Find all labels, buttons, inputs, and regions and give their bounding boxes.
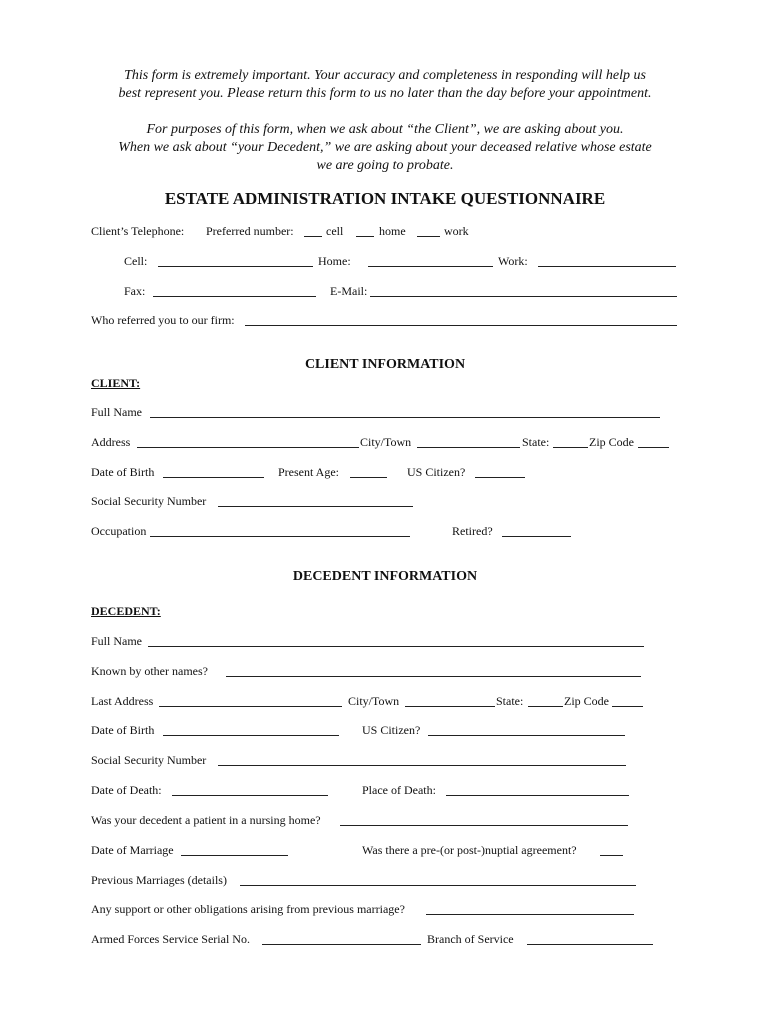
- intro-paragraph-2: [60, 121, 710, 175]
- client-full-name-label: Full Name: [91, 405, 142, 419]
- decedent-nursing-label: Was your decedent a patient in a nursing home?: [91, 813, 321, 827]
- client-age-field[interactable]: [350, 477, 387, 478]
- decedent-full-name-field[interactable]: [148, 646, 644, 647]
- decedent-other-names-label: Known by other names?: [91, 664, 208, 678]
- client-retired-label: Retired?: [452, 524, 493, 538]
- decedent-last-address-label: Last Address: [91, 694, 154, 708]
- preferred-number-label: Preferred number:: [206, 224, 294, 238]
- telephone-label: Client’s Telephone:: [91, 224, 185, 238]
- preferred-work-blank[interactable]: [417, 236, 440, 237]
- preferred-cell-label: cell: [326, 224, 344, 238]
- home-label: Home:: [318, 254, 351, 268]
- decedent-citizen-field[interactable]: [428, 735, 625, 736]
- decedent-zip-label: Zip Code: [564, 694, 609, 708]
- decedent-nuptial-field[interactable]: [600, 855, 623, 856]
- client-city-label: City/Town: [360, 435, 412, 449]
- intro-line: For purposes of this form, when we ask about “the Client”, we are asking about you.: [146, 122, 624, 137]
- client-state-label: State:: [522, 435, 550, 449]
- client-dob-label: Date of Birth: [91, 465, 155, 479]
- decedent-nursing-field[interactable]: [340, 825, 628, 826]
- preferred-home-label: home: [379, 224, 406, 238]
- decedent-branch-field[interactable]: [527, 944, 653, 945]
- decedent-state-field[interactable]: [528, 706, 563, 707]
- fax-label: Fax:: [124, 284, 146, 298]
- decedent-city-label: City/Town: [348, 694, 400, 708]
- decedent-pod-field[interactable]: [446, 795, 629, 796]
- page-title: ESTATE ADMINISTRATION INTAKE QUESTIONNAIRE: [164, 189, 606, 208]
- decedent-nuptial-label: Was there a pre-(or post-)nuptial agreement?: [362, 843, 577, 857]
- intro-paragraph-1: [60, 67, 710, 103]
- decedent-info-heading: DECEDENT INFORMATION: [292, 569, 478, 584]
- decedent-marriage-date-label: Date of Marriage: [91, 843, 174, 857]
- client-subheading: CLIENT:: [91, 376, 141, 390]
- decedent-citizen-label: US Citizen?: [362, 723, 421, 737]
- referred-field[interactable]: [245, 325, 677, 326]
- referred-label: Who referred you to our firm:: [91, 313, 235, 327]
- client-citizen-label: US Citizen?: [407, 465, 466, 479]
- intro-line: best represent you. Please return this form to us no later than the day before your appointment.: [118, 86, 652, 101]
- decedent-armed-serial-label: Armed Forces Service Serial No.: [91, 932, 250, 946]
- decedent-marriage-date-field[interactable]: [181, 855, 288, 856]
- preferred-cell-blank[interactable]: [304, 236, 322, 237]
- decedent-ssn-field[interactable]: [218, 765, 626, 766]
- intro-line: This form is extremely important. Your accuracy and completeness in responding will help us: [124, 68, 646, 83]
- decedent-dod-field[interactable]: [172, 795, 328, 796]
- decedent-state-label: State:: [496, 694, 524, 708]
- decedent-dob-field[interactable]: [163, 735, 339, 736]
- fax-field[interactable]: [153, 296, 316, 297]
- client-state-field[interactable]: [553, 447, 588, 448]
- decedent-support-field[interactable]: [426, 914, 634, 915]
- client-retired-field[interactable]: [502, 536, 571, 537]
- intro-line: we are going to probate.: [316, 158, 454, 173]
- decedent-branch-label: Branch of Service: [427, 932, 514, 946]
- decedent-zip-field[interactable]: [612, 706, 643, 707]
- client-ssn-label: Social Security Number: [91, 494, 207, 508]
- decedent-prev-marriages-label: Previous Marriages (details): [91, 873, 227, 887]
- preferred-work-label: work: [444, 224, 469, 238]
- client-dob-field[interactable]: [163, 477, 264, 478]
- decedent-dob-label: Date of Birth: [91, 723, 155, 737]
- client-city-field[interactable]: [417, 447, 520, 448]
- client-occupation-field[interactable]: [150, 536, 410, 537]
- client-occupation-label: Occupation: [91, 524, 147, 538]
- decedent-prev-marriages-field[interactable]: [240, 885, 636, 886]
- client-zip-label: Zip Code: [589, 435, 634, 449]
- decedent-armed-serial-field[interactable]: [262, 944, 421, 945]
- decedent-subheading: DECEDENT:: [91, 604, 161, 618]
- decedent-last-address-field[interactable]: [159, 706, 342, 707]
- client-age-label: Present Age:: [278, 465, 339, 479]
- email-field[interactable]: [370, 296, 677, 297]
- client-zip-field[interactable]: [638, 447, 669, 448]
- client-info-heading: CLIENT INFORMATION: [304, 357, 466, 372]
- cell-label: Cell:: [124, 254, 148, 268]
- work-label: Work:: [498, 254, 528, 268]
- email-label: E-Mail:: [330, 284, 368, 298]
- client-address-label: Address: [91, 435, 131, 449]
- decedent-ssn-label: Social Security Number: [91, 753, 207, 767]
- decedent-support-label: Any support or other obligations arising from previous marriage?: [91, 902, 405, 916]
- decedent-pod-label: Place of Death:: [362, 783, 436, 797]
- client-address-field[interactable]: [137, 447, 359, 448]
- decedent-full-name-label: Full Name: [91, 634, 142, 648]
- decedent-dod-label: Date of Death:: [91, 783, 162, 797]
- client-ssn-field[interactable]: [218, 506, 413, 507]
- decedent-other-names-field[interactable]: [226, 676, 641, 677]
- decedent-city-field[interactable]: [405, 706, 495, 707]
- intro-line: When we ask about “your Decedent,” we are asking about your deceased relative whose estate: [118, 140, 652, 155]
- preferred-home-blank[interactable]: [356, 236, 374, 237]
- home-field[interactable]: [368, 266, 493, 267]
- client-citizen-field[interactable]: [475, 477, 525, 478]
- cell-field[interactable]: [158, 266, 313, 267]
- client-full-name-field[interactable]: [150, 417, 660, 418]
- work-field[interactable]: [538, 266, 676, 267]
